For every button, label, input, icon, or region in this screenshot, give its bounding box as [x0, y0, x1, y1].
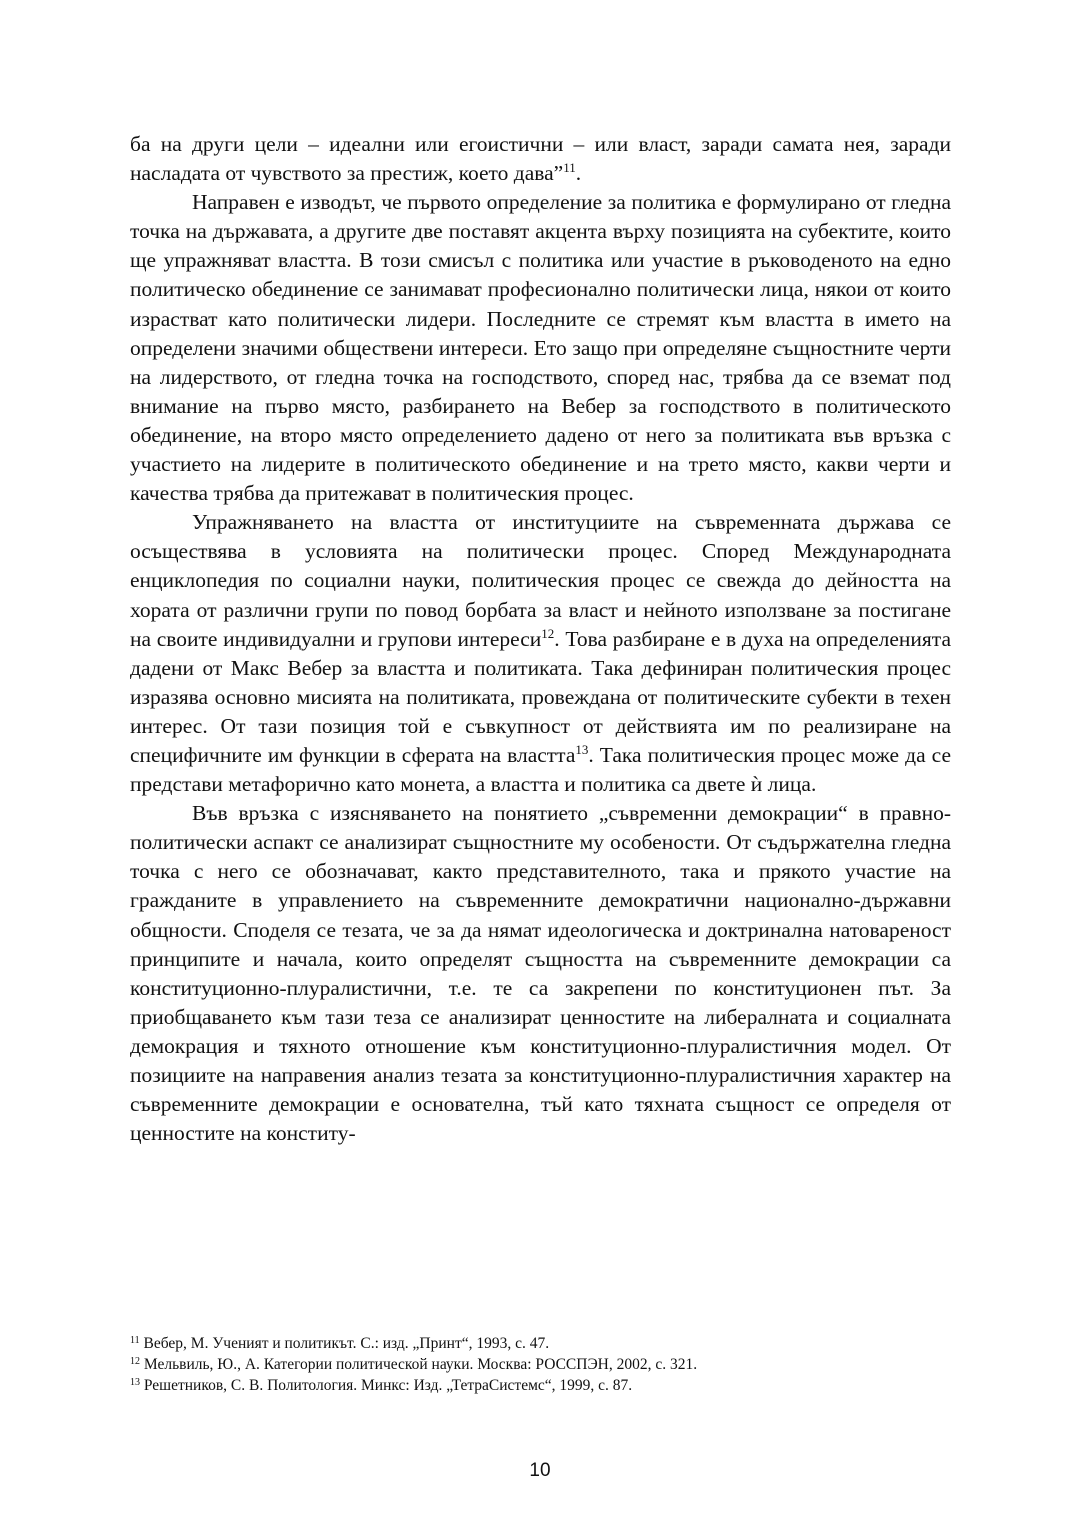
footnote-13 [130, 1375, 951, 1396]
footnote-ref-13: 13 [575, 741, 589, 757]
footnote-12 [130, 1354, 951, 1375]
footnote-11 [130, 1333, 951, 1354]
paragraph-4: Във връзка с изясняването на понятието „съвременни демокрации“ в правно-политически аспакт се анализират същностните му особености. От съдържателна гледна точка с него се обозначават, както представителното, така и прякото участие на гражданите в управлението на съвременните демократични национално-държавни общности. Споделя се тезата, че за да нямат идеологическа и доктринална натовареност принципите и начала, които определят същността на съвременните демокрации са конституционно-плуралистични, т.е. те са закрепени по конституционен път. За приобщаването към тази теза се анализират ценностите на либералната и социалната демокрация и тяхното отношение към конституционно-плуралистичния модел. От позициите на направения анализ тезата за конституционно-плуралистичния характер на съвременните демокрации е основателна, тъй като тяхната същност се определя от ценностите на конститу- [130, 801, 951, 1146]
paragraph-3-text-c: . Така политическия процес може да се представи метафорично като монета, а властта и политика са двете ѝ лица. [130, 742, 951, 797]
page-number: 10 [529, 1460, 551, 1481]
paragraph-3-text-b: . Това разбиране е в духа на определенията дадени от Макс Вебер за властта и политиката. Така дефиниран политическия процес изразява основно мисията на политиката, провеждана от политическите субекти в техен интерес. От тази позиция той е съвкупност от действията им по реализиране на специфичните им функции в сферата на властта [130, 626, 951, 767]
paragraph-1-text: ба на други цели – идеални или егоистични – или власт, заради самата нея, заради насладата от чувството за престиж, което дава” [130, 132, 951, 186]
paragraph-3 [130, 508, 951, 799]
footnotes [130, 1333, 951, 1396]
footnote-number: 12 [130, 1356, 140, 1367]
footnote-text: Решетников, С. В. Политология. Минкс: Изд. „ТетраСистемс“, 1999, с. 87. [140, 1377, 633, 1394]
footnote-ref-11: 11 [563, 160, 576, 176]
footnote-number: 11 [130, 1335, 140, 1346]
footnote-number: 13 [130, 1377, 140, 1388]
footnote-text: Мельвиль, Ю., А. Категории политической науки. Москва: РОССПЭН, 2002, с. 321. [140, 1356, 698, 1373]
paragraph-2: Направен е изводът, че първото определение за политика е формулирано от гледна точка на държавата, а другите две поставят акцента върху позицията на субектите, които ще упражняват властта. В този смисъл с политика или участие в ръководеното на едно политическо обединение се занимават професионално политически лица, някои от които израстват като политически лидери. Последните се стремят към властта в името на определени значими обществени интереси. Ето защо при определяне същностните черти на лидерството, от гледна точка на господството, според нас, трябва да се вземат под внимание на първо място, разбирането на Вебер за господството в политическото обединение, на второ място определението дадено от него за политиката във връзка с участието на лидерите в политическото обединение и на трето място, какви черти и качества трябва да притежават в политическия процес. [130, 190, 951, 506]
paragraph-1-end: . [575, 161, 582, 186]
paragraph-3-text-a: Упражняването на властта от институциите на съвременната държава се осъществява в условията на политически процес. Според Международната енциклопедия по социални науки, политическия процес се свежда до дейността на хората от различни групи по повод борбата за власт и нейното използване за постигане на своите индивидуални и групови интереси [130, 510, 951, 651]
paragraph-1 [130, 130, 951, 188]
footnote-text: Вебер, М. Ученият и политикът. С.: изд. „Принт“, 1993, с. 47. [139, 1335, 550, 1352]
main-text [130, 130, 951, 1148]
footnote-ref-12: 12 [541, 625, 555, 641]
